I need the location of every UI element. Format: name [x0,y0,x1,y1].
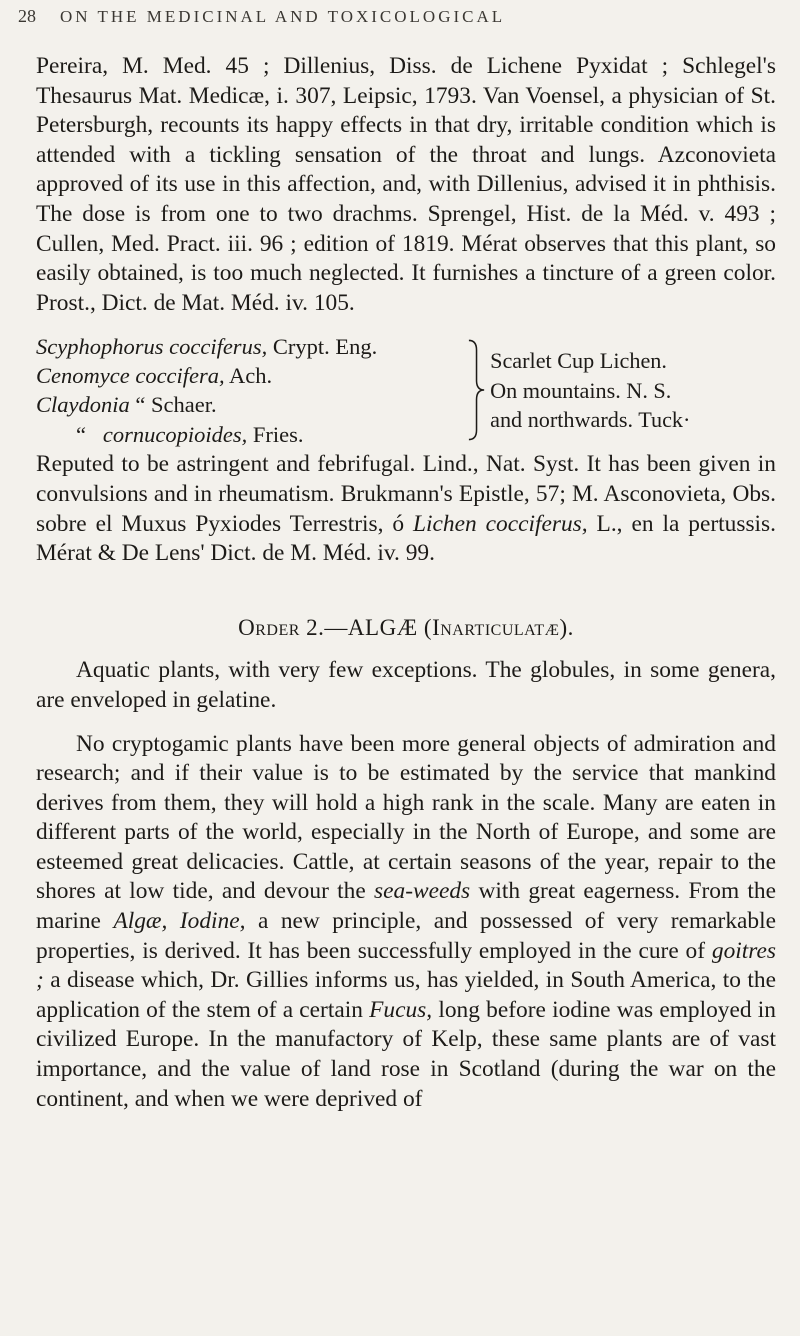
common-name: Scarlet Cup Lichen. [490,348,667,374]
species-name: Cenomyce coccifera, [36,362,225,388]
authority: Fries. [247,421,304,447]
text-run: No cryptogamic plants have been more general objects of admiration and research; and if their value is to be estimated by the service that mankind derives from them, they will hold a high rank in the scale. Many are eaten in different parts of the world, especially in the North of Europe, and some are esteemed great delicacies. Cattle, at certain seasons of the year, repair to the shores at low tide, and devour the [36,730,776,905]
synonym-line [36,361,461,390]
paragraph-cryptogamic [36,730,776,1115]
species-name: Claydonia [36,392,130,418]
heading-subtitle: Inarticulatæ [432,614,560,640]
italic-term: Fucus, [369,996,433,1023]
paragraph-references: Pereira, M. Med. 45 ; Dillenius, Diss. de Lichene Pyxidat ; Schlegel's Thesaurus Mat. Medicæ, i. 307, Leipsic, 1793. Van Voensel, a physician of St. Petersburgh, recounts its happy effects in that dry, irritable condition which is attended with a tickling sensation of the throat and lungs. Azconovieta approved of its use in this affection, and, with Dillenius, advised it in phthisis. The dose is from one to two drachms. Sprengel, Hist. de la Méd. v. 493 ; Cullen, Med. Pract. iii. 96 ; edition of 1819. Mérat observes that this plant, so easily obtained, is too much neglected. It furnishes a tincture of a green color. Prost., Dict. de Mat. Méd. iv. 105. [36,53,776,316]
italic-term: goitres ; [36,937,776,994]
heading-suffix: ). [559,614,574,640]
order-heading [36,613,776,643]
spacer [36,716,776,730]
spacer [36,642,776,656]
italic-term: Lichen cocciferus, [413,510,588,537]
spacer [36,569,776,613]
page-number: 28 [18,6,36,26]
habitat-line: On mountains. N. S. [490,377,672,403]
paragraph-aquatic: Aquatic plants, with very few exceptions. The globules, in some genera, are enveloped in gelatine. [36,657,776,713]
authority: Crypt. Eng. [267,333,378,359]
synonym-line [36,390,461,419]
italic-term: Algæ, Iodine, [113,908,246,935]
synonym-line [36,420,461,449]
text-run: with great eagerness. From the marine [36,878,777,935]
authority: “ Schaer. [129,392,217,418]
text-run: L., en la pertussis. Mérat & De Lens' Dict. de M. Méd. iv. 99. [36,510,777,567]
spacer [36,318,776,330]
running-title: ON THE MEDICINAL AND TOXICOLOGICAL [60,7,506,26]
text-run: a disease which, Dr. Gillies informs us, has yielded, in South America, to the application of the stem of a certain [36,967,776,1023]
text-run: long before iodine was employed in civilized Europe. In the manufactory of Kelp, these same plants are of vast importance, and the value of land rose in Scotland (during the war on the continent, and when we were deprived of [36,996,776,1112]
running-header [18,6,760,36]
synonym-block [36,330,776,450]
heading-main: 2.—ALGÆ ( [299,614,433,640]
species-name: cornucopioides, [102,421,248,447]
italic-term: sea-weeds [374,878,471,905]
text-run: Reputed to be astringent and febrifugal. Lind., Nat. Syst. It has been given in convulsions and in rheumatism. Brukmann's Epistle, 57; M. Asconovieta, Obs. sobre el Muxus Pyxiodes Terrestris, ó [36,451,776,537]
text-run: a new principle, and possessed of very remarkable properties, is derived. It has been successfully employed in the cure of [36,908,776,964]
page-body [36,52,776,1114]
paragraph-properties [36,450,776,568]
heading-prefix: Order [238,614,300,640]
synonym-line [36,332,461,361]
right-brace-icon [467,336,486,444]
synonym-description [490,346,776,434]
ditto-mark: “ [76,421,86,447]
habitat-line: and northwards. Tuck· [490,407,691,433]
synonym-names [36,332,461,450]
authority: Ach. [224,362,273,388]
species-name: Scyphophorus cocciferus, [36,333,268,359]
